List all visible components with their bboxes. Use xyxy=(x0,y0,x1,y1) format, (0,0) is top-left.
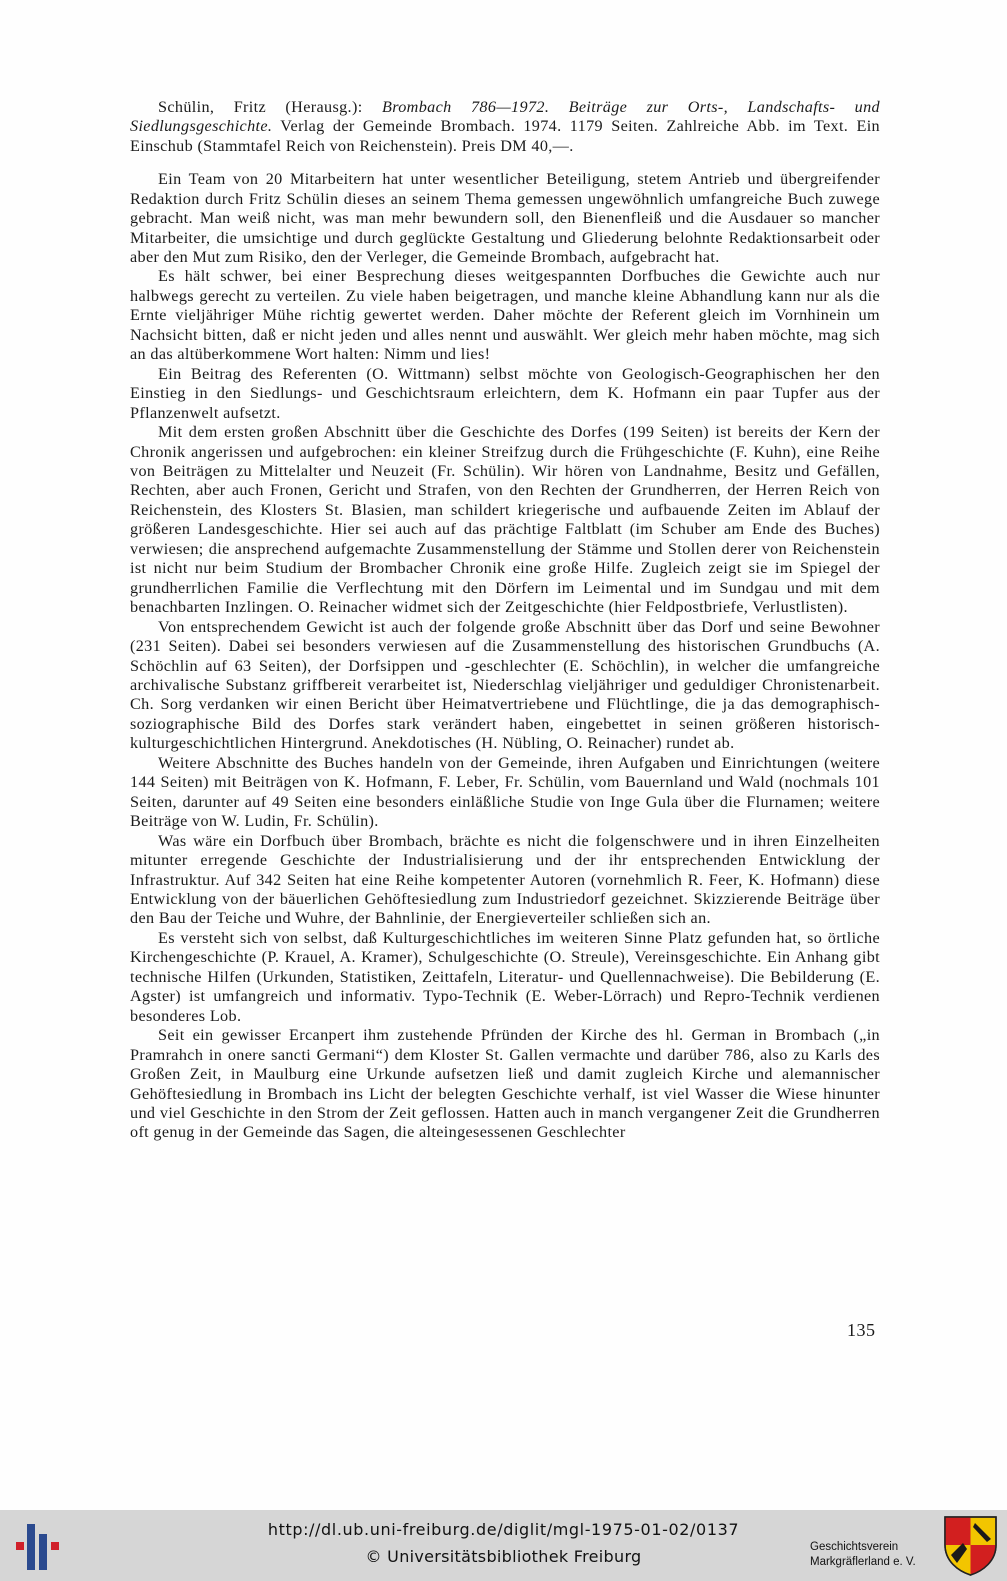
society-name xyxy=(810,1540,934,1570)
paragraph: Mit dem ersten großen Abschnitt über die Geschichte des Dorfes (199 Seiten) ist bereits der Kern der Chronik angerissen und aufgebrochen: ein kleiner Streifzug durch die Frühgeschichte (F. Kuhn), eine Reihe von Beiträgen zu Mittelalter und Neuzeit (Fr. Schülin). Wir hören von Landnahme, Besitz und Gefällen, Rechten, aber auch Fronen, Gericht und Strafen, von den Rechten der Grundherren, der Herren Reich von Reichenstein, des Klosters St. Blasien, man schildert kriegerische und aufbauende Zeiten im Ablauf der größeren Landesgeschichte. Hier sei auch auf das prächtige Faltblatt (im Schuber am Ende des Buches) verwiesen; die ansprechend aufgemachte Zusammenstellung der Stämme und Stollen derer von Reichenstein ist nicht nur beim Studium der Brombacher Chronik eine große Hilfe. Zugleich zeigt sie im Spiegel der grundherrlichen Familie die Verflechtung mit den Dörfern im Leimental und im Sundgau und mit dem benachbarten Inzlingen. O. Reinacher widmet sich der Zeitgeschichte (hier Feldpostbriefe, Verlustlisten). xyxy=(130,423,880,617)
source-url-link[interactable]: http://dl.ub.uni-freiburg.de/diglit/mgl-1975-01-02/0137 xyxy=(267,1520,740,1539)
society-name-line2: Markgräflerland e. V. xyxy=(810,1556,916,1568)
bibliography-entry xyxy=(130,98,880,156)
paragraph: Ein Beitrag des Referenten (O. Wittmann) selbst möchte von Geologisch-Geographischen her den Einstieg in den Siedlungs- und Geschichtsraum erleichtern, dem K. Hofmann ein paar Tupfer aus der Pflanzenwelt aufsetzt. xyxy=(130,364,880,422)
paragraph: Es versteht sich von selbst, daß Kulturgeschichtliches im weiteren Sinne Platz gefunden hat, so örtliche Kirchengeschichte (P. Krauel, A. Kramer), Schulgeschichte (O. Streule), Vereinsgeschichte. Ein Anhang gibt technische Hilfen (Urkunden, Statistiken, Zeittafeln, Literatur- und Quellennachweise). Die Bebilderung (E. Agster) ist umfangreich und informativ. Typo-Technik (E. Weber-Lörrach) und Repro-Technik verdienen besonderes Lob. xyxy=(130,928,880,1025)
coat-of-arms-icon xyxy=(943,1515,998,1577)
bibliography-lead: Schülin, Fritz (Herausg.): xyxy=(158,98,382,116)
society-name-line1: Geschichtsverein xyxy=(810,1541,899,1553)
copyright-notice: © Universitätsbibliothek Freiburg xyxy=(365,1547,642,1566)
paragraph: Weitere Abschnitte des Buches handeln von der Gemeinde, ihren Aufgaben und Einrichtungen (weitere 144 Seiten) mit Beiträgen von K. Hofmann, F. Leber, Fr. Schülin, vom Bauernland und Wald (nochmals 101 Seiten, darunter auf 49 Seiten eine besonders einläßliche Studie von Inge Gula über die Flurnamen; weitere Beiträge von W. Ludin, Fr. Schülin). xyxy=(130,753,880,831)
bibliography-details: Verlag der Gemeinde Brombach. 1974. 1179 Seiten. Zahlreiche Abb. im Text. Ein Einschub (Stammtafel Reich von Reichenstein). Preis DM 40,—. xyxy=(130,117,880,155)
paragraph: Es hält schwer, bei einer Besprechung dieses weitgespannten Dorfbuches die Gewichte auch nur halbwegs gerecht zu verteilen. Zu viele haben beigetragen, und manche kleine Abhandlung kann nur als die Ernte vieljähriger Mühe richtig gewertet werden. Daher möchte der Referent gleich im Vornhinein um Nachsicht bitten, daß er nicht jeden und alles nennt und auswählt. Wer gleich mehr haben möchte, mag sich an das altüberkommene Wort halten: Nimm und lies! xyxy=(130,267,880,364)
page-number: 135 xyxy=(847,1320,876,1340)
paragraph: Ein Team von 20 Mitarbeitern hat unter wesentlicher Beteiligung, stetem Antrieb und übergreifender Redaktion durch Fritz Schülin dieses an seinem Thema gemessen ungewöhnlich umfangreiche Buch zuwege gebracht. Man weiß nicht, was man mehr bewundern soll, den Bienenfleiß und die Ausdauer so mancher Mitarbeiter, die umsichtige und durch geglückte Gestaltung und Gliederung belohnte Redaktionsarbeit oder aber den Mut zum Risiko, den der Verleger, die Gemeinde Brombach, aufgebracht hat. xyxy=(130,170,880,267)
paragraph: Seit ein gewisser Ercanpert ihm zustehende Pfründen der Kirche des hl. German in Brombach („in Pramrahch in onere sancti Germani“) dem Kloster St. Gallen vermachte und darüber 786, also zu Karls des Großen Zeit, in Maulburg eine Urkunde aufsetzen ließ und damit zugleich Kirche und alemannischer Gehöftesiedlung in Brombach ins Licht der belegten Geschichte verhalf, ist viel Wasser die Wiese hinunter und viel Geschichte in den Strom der Zeit geflossen. Hatten auch in manch vergangener Zeit die Grundherren oft genug in der Gemeinde das Sagen, die alteingesessenen Geschlechter xyxy=(130,1026,880,1142)
paragraph: Was wäre ein Dorfbuch über Brombach, brächte es nicht die folgenschwere und in ihren Einzelheiten mitunter erregende Geschichte der Industrialisierung und der ihr entsprechenden Entwicklung der Infrastruktur. Auf 342 Seiten hat eine Reihe kompetenter Autoren (vornehmlich R. Feer, K. Hofmann) diese Entwicklung von der bäuerlichen Gehöftesiedlung zum Industriedorf gezeichnet. Skizzierende Beiträge über den Bau der Teiche und Wuhre, der Bahnlinie, der Energieverteiler schließen sich an. xyxy=(130,831,880,928)
review-text xyxy=(130,98,880,1143)
paragraph: Von entsprechendem Gewicht ist auch der folgende große Abschnitt über das Dorf und seine Bewohner (231 Seiten). Dabei sei besonders verwiesen auf die Zusammenstellung des historischen Grundbuchs (A. Schöchlin auf 63 Seiten), der Dorfsippen und -geschlechter (E. Schöchlin), in welcher die umfangreiche archivalische Substanz griffbereit verarbeitet ist, Niederschlag vieljähriger und geduldiger Chronistenarbeit. Ch. Sorg verdanken wir einen Bericht über Heimatvertriebene und Flüchtlinge, die ja das demographisch-soziographische Bild des Dorfes stark verändert haben, eingebettet in seinen größeren historisch-kulturgeschichtlichen Hintergrund. Anekdotisches (H. Nübling, O. Reinacher) rundet ab. xyxy=(130,617,880,753)
footer-bar xyxy=(0,1510,1007,1581)
bibliography-title: Brombach 786—1972. Beiträge zur Orts-, Landschafts- und Siedlungsgeschichte. xyxy=(130,98,881,136)
